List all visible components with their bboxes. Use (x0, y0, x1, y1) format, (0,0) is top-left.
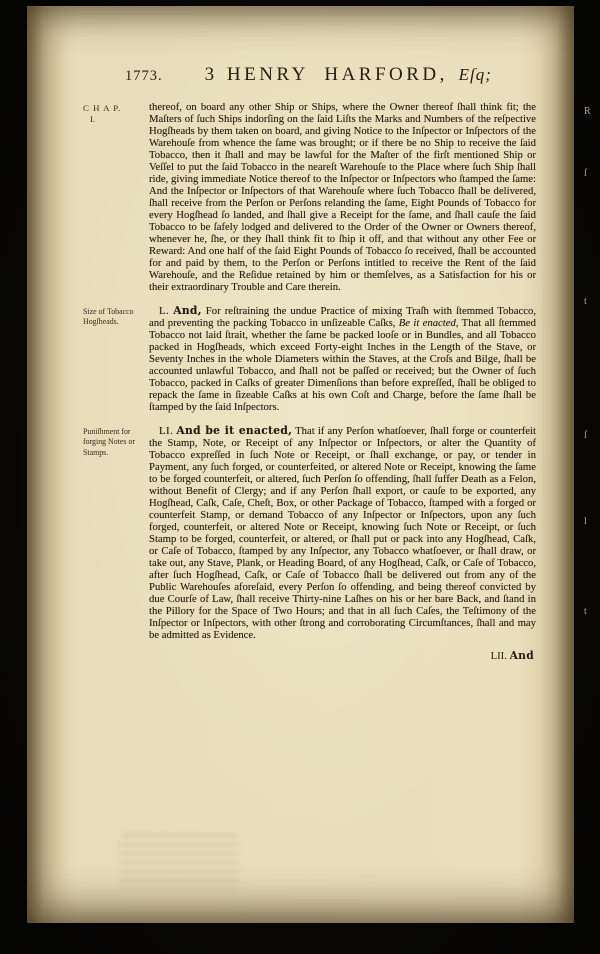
section-li-body: That if any Perſon whatſoever, ſhall forge or counterfeit the Stamp, Note, or Receipt of any Inſpector or Inſpectors, or alter the Quantity of Tobacco expreſſed in ſuch Note or Receipt, or ſhall exchange, or pay, or tender in Payment, any ſuch forged, or counterfeited, or altered Note or Receipt, knowing the ſame to be forged counterfeit, or altered, ſuch Perſon ſo offending, ſhall ſuffer Death as a Felon, without Benefit of Clergy; and if any Perſon ſhall export, or cauſe to be exported, any Hogſhead, Caſk, Caſe, Cheſt, Box, or other Package of Tobacco, ſtamped with a forged or counterfeit Stamp, or demand Tobacco of any Inſpector or Inſpectors, upon any ſuch forged, counterfeit, or altered Note or Receipt, knowing ſuch Note or Receipt, or ſuch Stamp to be forged, counterfeit, or altered, or ſhall put or pack into any Hogſhead, Caſk, or Caſe of Tobacco, ſtamped by any Inſpector, any Tobacco whatſoever, or ſhall draw, or take out, any Stave, Plank, or Heading Board, of any Hogſhead, Caſk, or Caſe of Tobacco, after ſuch Hogſhead, Caſk, or Caſe of Tobacco ſhall be delivered out from any of the Public Warehouſes aforeſaid, every Perſon ſo offending, and being thereof convicted by due Courſe of Law, ſhall receive Thirty-nine Laſhes on his or her bare Back, and ſtand in the Pillory for the Space of Two Hours; and that in all ſuch Caſes, the Teſtimony of the Inſpector or Inſpectors, with other ſtrong and corroborating Circumſtances, ſhall and may be admitted as Evidence. (149, 425, 536, 641)
page-number: 3 (204, 64, 217, 85)
section-li-number: LI. (159, 425, 174, 437)
margin-note-chapter (83, 101, 139, 293)
section-l-opening: And, (173, 304, 202, 317)
facing-page-edge-fragment: t (584, 296, 587, 307)
catchword-row (27, 649, 574, 662)
catchword-number: LII. (490, 650, 507, 662)
book-page (27, 6, 574, 923)
paragraph-row-continuation (27, 101, 574, 293)
paragraph-section-l (139, 305, 536, 413)
section-l-number: L. (159, 305, 170, 317)
catchword (83, 649, 536, 662)
facing-page-edge-fragment: t (584, 606, 587, 617)
paragraph-row-section-l (27, 305, 574, 413)
section-l-enacting-clause: Be it enacted, (398, 317, 459, 329)
catchword-word: And (509, 649, 534, 662)
paragraph-section-li (139, 425, 536, 641)
year-label: 1773. (125, 68, 163, 84)
page-header (27, 6, 574, 86)
paragraph-row-section-li (27, 425, 574, 641)
chapter-number: I. (90, 114, 96, 125)
ink-show-through (119, 834, 239, 890)
margin-note-punishment: Puniſhment for forging Notes or Stamps. (83, 427, 136, 457)
title-suffix: Eſq; (458, 65, 492, 84)
running-title (163, 64, 534, 86)
section-li-opening: And be it enacted, (176, 424, 293, 437)
facing-page-edge-fragment: l (584, 516, 587, 527)
paragraph-continuation: thereof, on board any other Ship or Ships, where the Owner thereof ſhall think fit; the Maſters of ſuch Ships indorſing on the ſaid Liſts the Marks and Numbers of the reſpective Hogſheads by them taken on board, and giving Notice to the Inſpector or Inſpectors of the Warehouſe from whence the ſame was brought; or if there be no Ship to receive the ſaid Tobacco, then it ſhall and may be lawful for the Maſter of the firſt mentioned Ship or Veſſel to put the ſaid Tobacco in the neareſt Warehouſe to the Place where ſuch Ship ſhall ride, giving immediate Notice thereof to the Inſpector or Inſpectors who ſtamped the ſame: And the Inſpector or Inſpectors of that Warehouſe where ſuch Tobacco ſhall be delivered, ſhall receive from the Perſon or Perſons relanding the ſame, Eight Pounds of Tobacco for every Hogſhead ſo landed, and ſhall give a Receipt for the ſame, and ſhall cauſe the ſaid Tobacco to be ſafely lodged and delivered to the Order of the Owner or Owners thereof, whenever he, ſhe, or they ſhall think fit to ſhip it off, and that without any other Fee or Reward: And one half of the ſaid Eight Pounds of Tobacco ſo received, ſhall be accounted for and paid by them, to the Perſon or Perſons intitled to receive the Rent of the ſaid Warehouſe, and the Reſidue retained by him or themſelves, as a Satisfaction for his or their extraordinary Trouble and Care therein. (149, 101, 536, 293)
margin-note-size: Size of Tobacco Hogſheads. (83, 307, 134, 327)
facing-page-edge-fragment: R (584, 106, 591, 117)
section-l-lead: For reſtraining the undue Practice of mixing Traſh with ſtemmed Tobacco, and preventing the packing Tobacco in unſizeable Caſks, (149, 305, 536, 329)
section-l-body: That all ſtemmed Tobacco not laid ſtrait, whether the ſame be packed looſe or in Bundles, and all Tobacco packed in Hogſheads, which exceed Forty-eight Inches in the Length of the Stave, or Seventy Inches in the whole Diameters within the Staves, at the Croſs and Bilge, ſhall be accounted unlawful Tobacco, and ſhall not be paſſed or received; but the Owner of ſuch Tobacco, packed in Caſks of greater Dimenſions than before expreſſed, ſhall be obliged to repack the ſame in ſizeable Caſks at his own Coſt and Charge, before the ſame ſhall be ſtamped by the ſaid Inſpectors. (149, 317, 536, 413)
chapter-label: C H A P. (83, 103, 122, 113)
facing-page-edge-fragment: ſ (584, 430, 587, 441)
facing-page-edge-fragment: ſ (584, 168, 587, 179)
title-name: HENRY HARFORD, (226, 64, 448, 85)
